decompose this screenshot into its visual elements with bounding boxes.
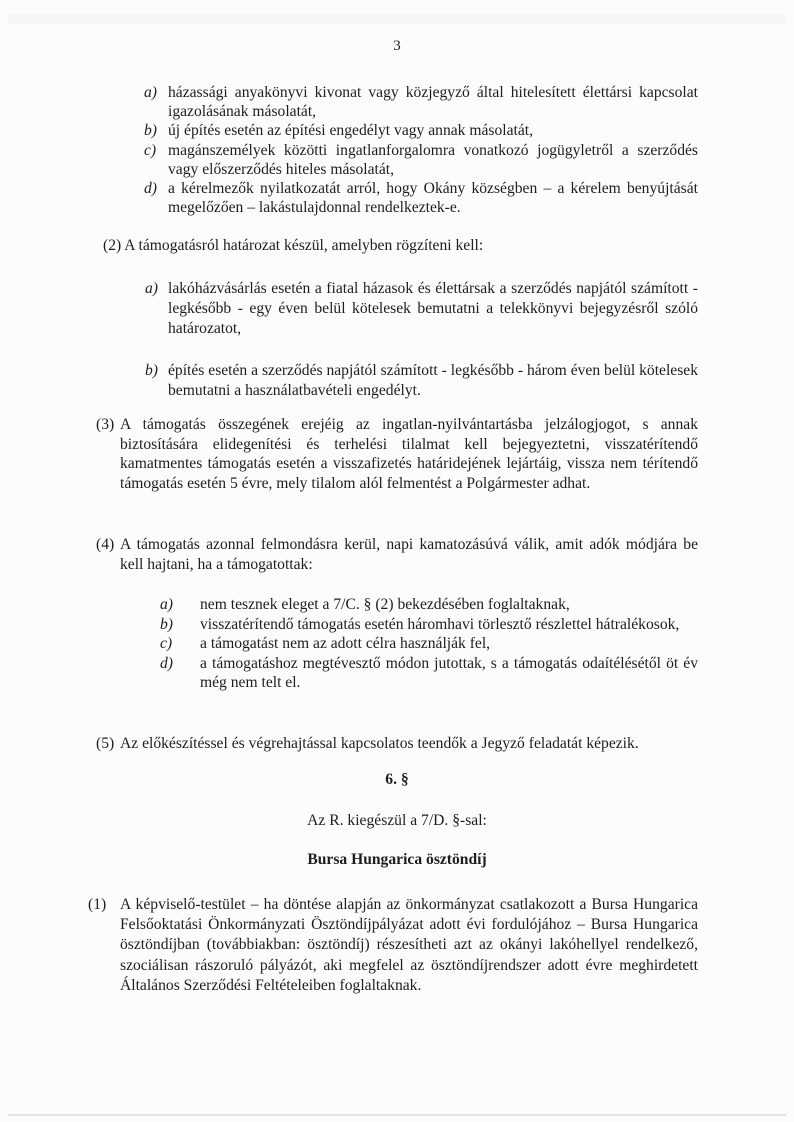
section-title: Bursa Hungarica ösztöndíj — [307, 851, 487, 868]
list-item — [160, 595, 698, 615]
list-item — [144, 121, 698, 140]
list-item-label: a) — [145, 280, 158, 297]
list-item-text: új építés esetén az építési engedélyt vagy annak másolatát, — [168, 122, 534, 140]
page-number: 3 — [393, 38, 401, 54]
page-top-edge — [8, 14, 786, 24]
page-bottom-edge — [8, 1114, 786, 1116]
paragraph-number: (5) — [96, 735, 115, 752]
list-item-text: a kérelmezők nyilatkozatát arról, hogy Okány községben – a kérelem benyújtását megelőzően – lakástulajdonnal rendelkeztek-e. — [168, 180, 698, 217]
list-item — [160, 634, 698, 654]
paragraph-2-list — [145, 279, 698, 401]
paragraph-number: (4) — [96, 536, 115, 553]
section-intro: Az R. kiegészül a 7/D. §-sal: — [307, 812, 487, 829]
list-item-text: lakóházvásárlás esetén a fiatal házasok és élettársak a szerződés napjától számított - legkésőbb - egy éven belül kötelesek bemutatni a telekkönyvi bejegyzésről szóló határozatot, — [168, 280, 698, 337]
paragraph-2 — [103, 236, 703, 256]
paragraph-number: (1) — [88, 896, 107, 913]
list-item-label: a) — [144, 84, 157, 101]
list-item — [144, 179, 698, 217]
paragraph-text: A támogatásról határozat készül, amelyben rögzíteni kell: — [124, 237, 484, 254]
list-item-label: d) — [160, 654, 173, 672]
list-item — [145, 361, 698, 401]
list-item-text: magánszemélyek közötti ingatlanforgalomra vonatkozó jogügyletről a szerződés vagy előszerződés hiteles másolatát, — [168, 141, 698, 178]
paragraph-text: A támogatás azonnal felmondásra kerül, napi kamatozásúvá válik, amit adók módjára be kell hajtani, ha a támogatottak: — [120, 536, 698, 573]
list-item-label: b) — [160, 615, 173, 633]
list-item-label: d) — [144, 180, 157, 198]
list-item-text: visszatérítendő támogatás esetén háromhavi törlesztő részlettel hátralékosok, — [200, 615, 680, 633]
list-item-label: b) — [145, 362, 158, 379]
paragraph-3 — [96, 415, 698, 493]
paragraph-number: (3) — [96, 416, 115, 433]
paragraph-5 — [96, 734, 698, 754]
paragraph-text: A képviselő-testület – ha döntése alapján az önkormányzat csatlakozott a Bursa Hungarica Felsőoktatási Önkormányzati Ösztöndíjpályázat adott évi fordulójához – Bursa Hungarica ösztöndíjban (továbbiakban: ösztöndíj) részesítheti azt az okányi lakóhellyel rendelkező, szociálisan rászoruló pályázót, aki megfelel az ösztöndíjrendszer adott évre meghirdetett Általános Szerződési Feltételeiben foglaltaknak. — [120, 896, 698, 994]
section-heading: 6. § — [385, 771, 409, 788]
paragraph-4 — [96, 535, 698, 574]
list-item-text: nem tesznek eleget a 7/C. § (2) bekezdésében foglaltaknak, — [200, 596, 570, 613]
list-item — [160, 615, 698, 635]
list-item — [145, 279, 698, 339]
list-item — [144, 83, 698, 121]
list-item — [160, 654, 698, 693]
paragraph-text: A támogatás összegének erejéig az ingatlan-nyilvántartásba jelzálogjogot, s annak biztosítására elidegenítési és terhelési tilalmat kell bejegyeztetni, visszatérítendő kamatmentes támogatás esetén a visszafizetés határidejének lejártáig, vissza nem térítendő támogatás esetén 5 évre, mely tilalom alól felmentést a Polgármester adhat. — [120, 416, 698, 492]
paragraph-number: (2) — [103, 237, 122, 254]
list-item-text: házassági anyakönyvi kivonat vagy közjegyző által hitelesített élettársi kapcsolat igazolásának másolatát, — [168, 84, 698, 121]
list-item-label: c) — [160, 635, 173, 653]
paragraph-text: Az előkészítéssel és végrehajtással kapcsolatos teendők a Jegyző feladatát képezik. — [120, 735, 639, 752]
list-item — [144, 141, 698, 179]
list-item-text: építés esetén a szerződés napjától számított - legkésőbb - három éven belül kötelesek bemutatni a használatbavételi engedélyt. — [168, 362, 698, 399]
paragraph-4-list — [160, 595, 698, 693]
list-item-label: c) — [144, 141, 157, 159]
list-item-label: a) — [160, 596, 173, 613]
list-item-text: a támogatást nem az adott célra használják fel, — [200, 635, 491, 653]
list-item-label: b) — [144, 122, 157, 140]
section-6-paragraph-1 — [88, 895, 698, 996]
list-item-text: a támogatáshoz megtévesztő módon jutottak, s a támogatás odaítélésétől öt év még nem telt el. — [200, 654, 698, 692]
intro-list — [144, 83, 698, 217]
